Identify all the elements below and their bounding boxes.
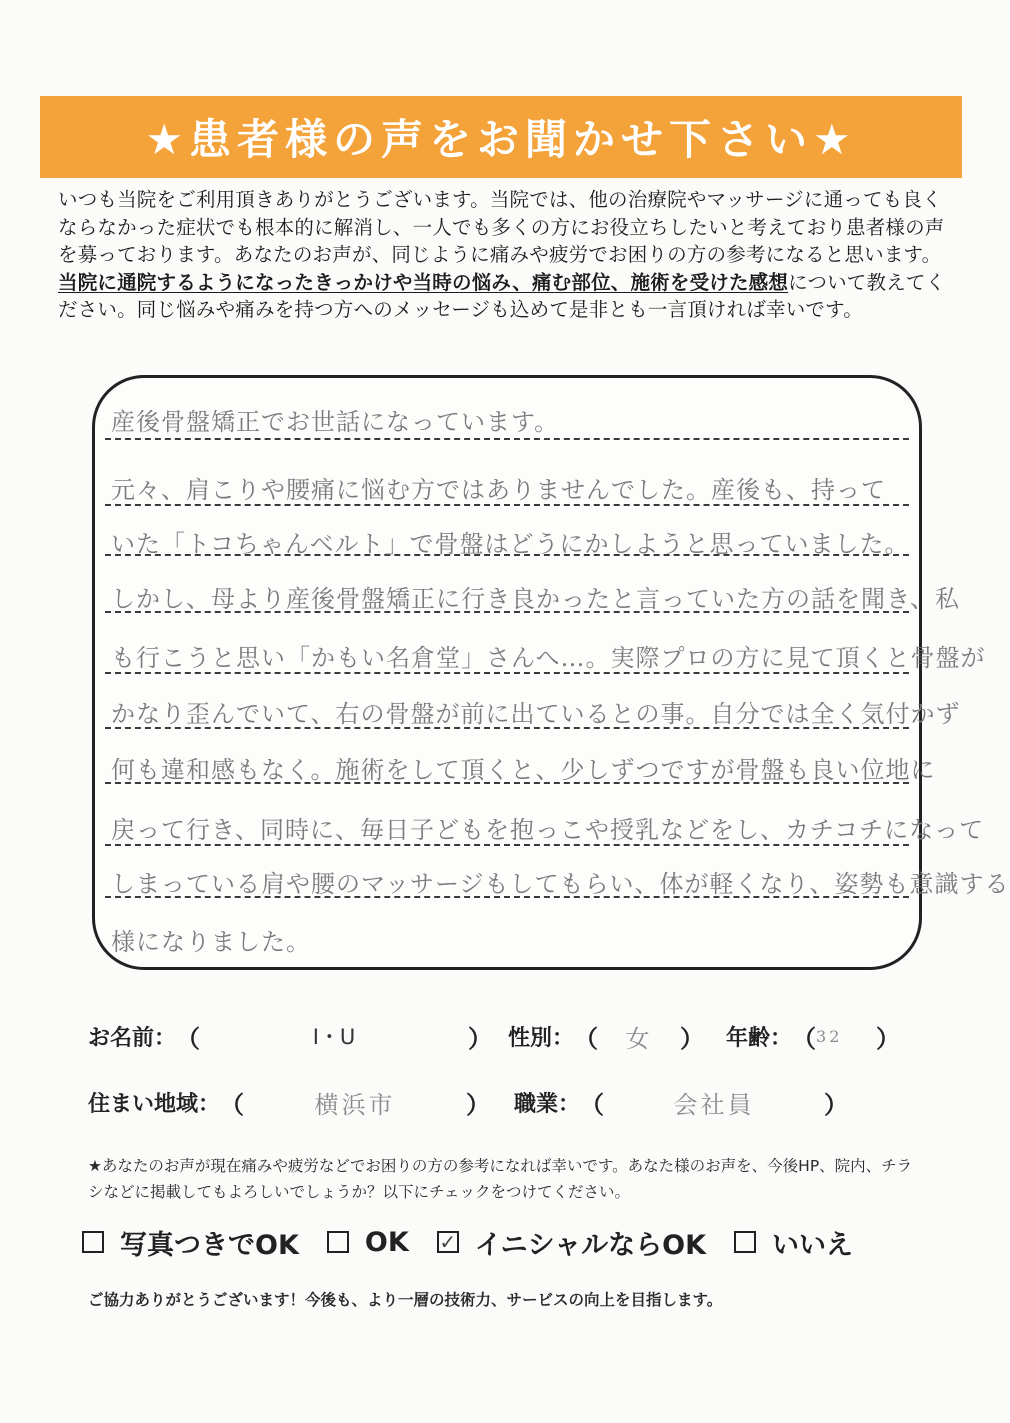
gender-label: 性別： (508, 1025, 575, 1051)
open-paren: （ (220, 1090, 245, 1119)
close-paren: ） (466, 1090, 491, 1119)
area-value: 横浜市 (314, 1090, 396, 1119)
testimonial-box (92, 375, 1010, 970)
consent-option-label: いいえ (772, 1229, 854, 1261)
checkbox[interactable] (82, 1231, 104, 1253)
gender-value: 女 (625, 1024, 653, 1053)
testimonial-line: も行こうと思い「かもい名倉堂」さんへ…。実際プロの方に見て頂くと骨盤が (111, 644, 986, 672)
open-paren: （ (176, 1024, 201, 1053)
ruled-line (105, 438, 909, 440)
testimonial-line: 元々、肩こりや腰痛に悩む方ではありませんでした。産後も、持って (111, 476, 886, 504)
checkbox[interactable] (327, 1231, 349, 1253)
testimonial-line: しまっている肩や腰のマッサージもしてもらい、体が軽くなり、姿勢も意識する (111, 870, 1010, 898)
testimonial-line: 産後骨盤矯正でお世話になっています。 (111, 408, 560, 436)
job-label: 職業： (514, 1091, 581, 1117)
open-paren: （ (574, 1024, 599, 1053)
testimonial-line: 何も違和感もなく。施術をして頂くと、少しずつですが骨盤も良い位地に (111, 756, 936, 784)
consent-option-photo[interactable] (82, 1223, 299, 1262)
testimonial-line: かなり歪んでいて、右の骨盤が前に出ているとの事。自分では全く気付かず (111, 700, 961, 728)
page-title-banner (40, 96, 962, 178)
area-label: 住まい地域： (88, 1091, 221, 1117)
intro-text-2: について教えてください。同じ悩みや痛みを持つ方へのメッセージも込めて是非とも一言頂ければ幸いです。 (58, 270, 946, 321)
testimonial-line: 様になりました。 (111, 928, 311, 956)
consent-note: ★あなたのお声が現在痛みや疲労などでお困りの方の参考になれば幸いです。あなた様のお声を、今後HP、院内、チラシなどに掲載してもよろしいでしょうか？以下にチェックをつけてください。 (88, 1157, 913, 1201)
age-value: 32 (816, 1026, 843, 1046)
consent-options (82, 1222, 881, 1262)
name-label: お名前： (88, 1025, 177, 1051)
intro-text-1: いつも当院をご利用頂きありがとうございます。当院では、他の治療院やマッサージに通っても良くならなかった症状でも根本的に解消し、一人でも多くの方にお役立ちしたいと考えており患者様の声を募っております。あなたのお声が、同じように痛みや疲労でお困りの方の参考になると思います。 (58, 188, 945, 266)
open-paren: （ (792, 1024, 817, 1053)
checkbox[interactable] (734, 1231, 756, 1253)
name-value: I・U (312, 1025, 356, 1049)
intro-emphasis: 当院に通院するようになったきっかけや当時の悩み、痛む部位、施術を受けた感想 (58, 270, 789, 294)
age-label: 年齢： (726, 1025, 793, 1051)
testimonial-line: 戻って行き、同時に、毎日子どもを抱っこや授乳などをし、カチコチになって (111, 816, 985, 844)
close-paren: ） (468, 1024, 493, 1053)
testimonial-line: しかし、母より産後骨盤矯正に行き良かったと言っていた方の話を聞き、私 (111, 585, 961, 613)
open-paren: （ (580, 1090, 605, 1119)
close-paren: ） (876, 1024, 901, 1053)
testimonial-line: いた「トコちゃんベルト」で骨盤はどうにかしようと思っていました。 (111, 530, 910, 558)
consent-option-no[interactable] (734, 1223, 853, 1262)
personal-info-row (88, 1016, 900, 1056)
consent-option-initials[interactable] (437, 1223, 706, 1262)
intro-paragraph (58, 186, 948, 324)
close-paren: ） (680, 1024, 705, 1053)
consent-option-label: イニシャルならOK (474, 1229, 707, 1261)
checkbox-checked[interactable]: ✓ (437, 1231, 459, 1253)
page-title: ★患者様の声をお聞かせ下さい★ (145, 115, 857, 164)
consent-option-label: 写真つきでOK (120, 1229, 299, 1261)
job-value: 会社員 (673, 1090, 755, 1119)
address-info-row (88, 1082, 848, 1122)
close-paren: ） (824, 1090, 849, 1119)
consent-option-label: OK (364, 1226, 409, 1258)
consent-option-ok[interactable] (327, 1227, 409, 1258)
footer-thanks: ご協力ありがとうございます！今後も、より一層の技術力、サービスの向上を目指します。 (88, 1291, 723, 1309)
